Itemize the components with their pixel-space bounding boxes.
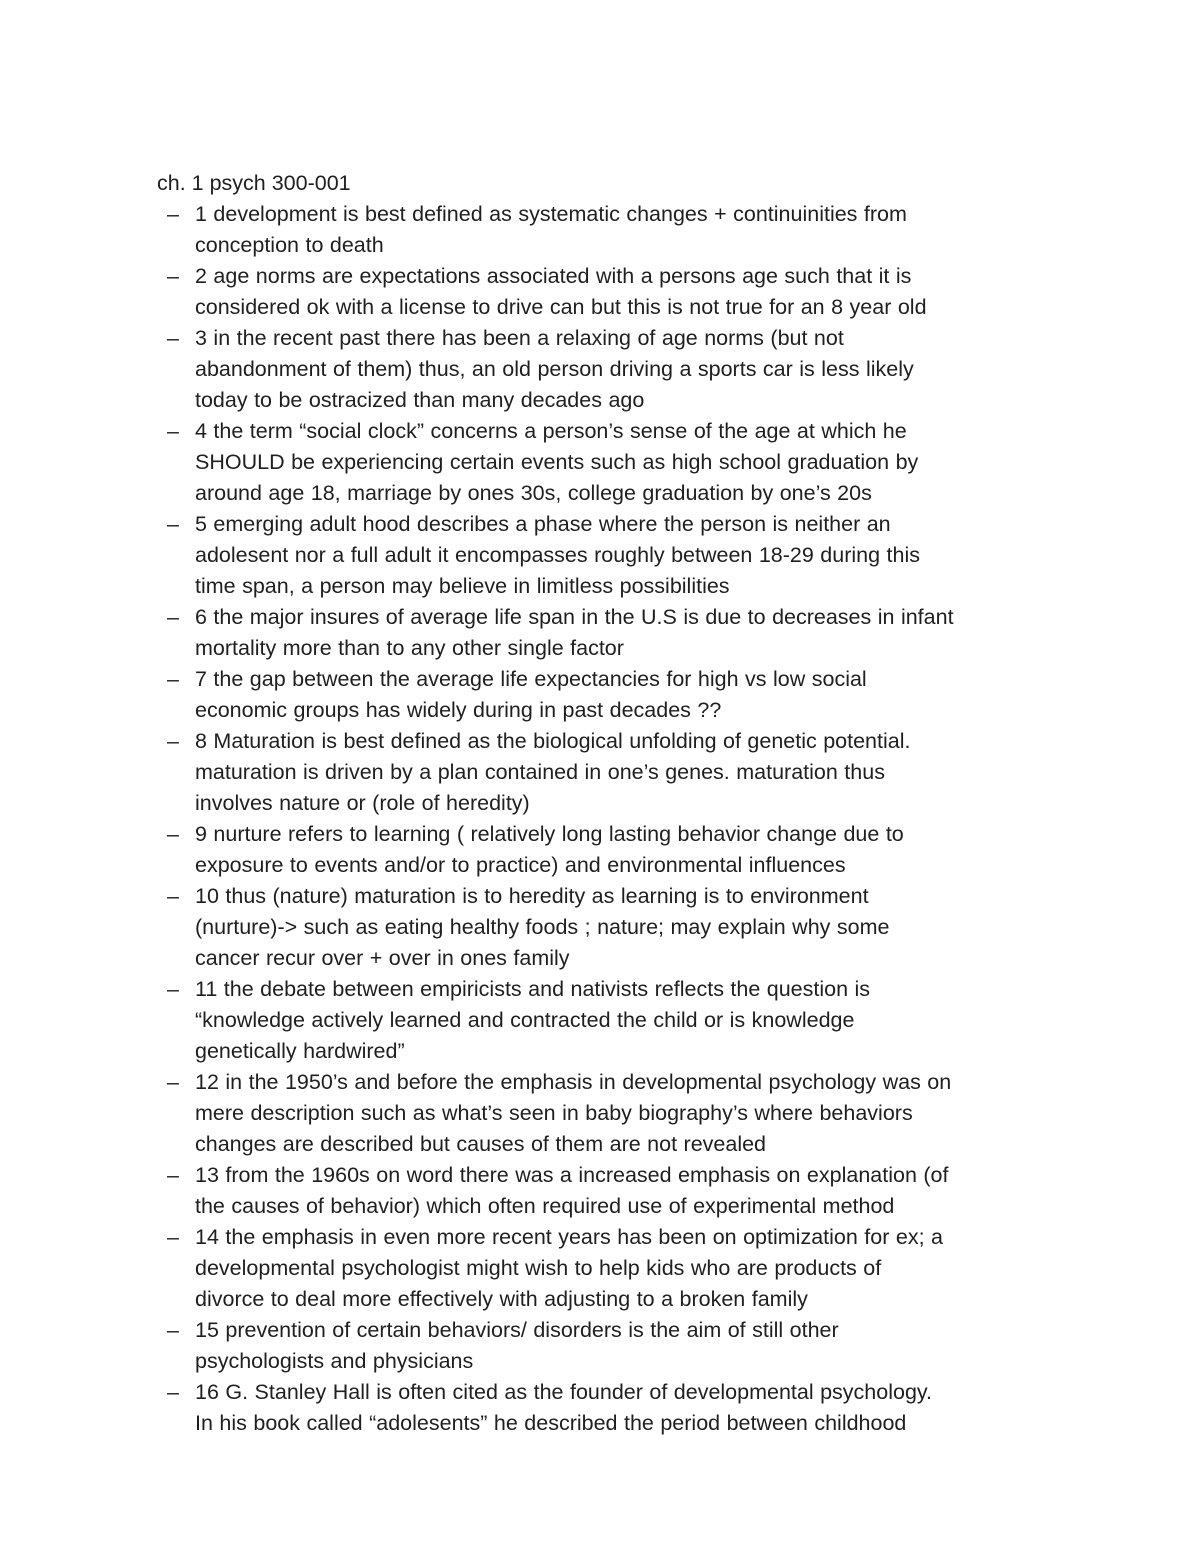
document-page bbox=[157, 168, 1057, 1439]
bullet-dash: – bbox=[167, 512, 179, 536]
note-line: abandonment of them) thus, an old person driving a sports car is less likely bbox=[195, 357, 914, 381]
note-line: divorce to deal more effectively with adjusting to a broken family bbox=[195, 1287, 808, 1311]
note-line: the causes of behavior) which often required use of experimental method bbox=[195, 1194, 895, 1218]
note-line: mere description such as what’s seen in baby biography’s where behaviors bbox=[195, 1101, 913, 1125]
note-line: genetically hardwired” bbox=[195, 1039, 405, 1063]
bullet-dash: – bbox=[167, 1318, 179, 1342]
bullet-dash: – bbox=[167, 264, 179, 288]
list-item bbox=[157, 1315, 1057, 1377]
note-line: 9 nurture refers to learning ( relatively long lasting behavior change due to bbox=[195, 822, 904, 846]
list-item bbox=[157, 1160, 1057, 1222]
note-line: 1 development is best defined as systematic changes + continuinities from bbox=[195, 202, 907, 226]
note-line: cancer recur over + over in ones family bbox=[195, 946, 570, 970]
bullet-dash: – bbox=[167, 419, 179, 443]
list-item bbox=[157, 261, 1057, 323]
bullet-dash: – bbox=[167, 326, 179, 350]
bullet-dash: – bbox=[167, 1163, 179, 1187]
note-line: considered ok with a license to drive can but this is not true for an 8 year old bbox=[195, 295, 927, 319]
notes-list bbox=[157, 199, 1057, 1439]
note-line: SHOULD be experiencing certain events such as high school graduation by bbox=[195, 450, 919, 474]
note-line: involves nature or (role of heredity) bbox=[195, 791, 530, 815]
list-item bbox=[157, 819, 1057, 881]
note-line: 10 thus (nature) maturation is to heredity as learning is to environment bbox=[195, 884, 869, 908]
note-line: 5 emerging adult hood describes a phase where the person is neither an bbox=[195, 512, 891, 536]
note-line: around age 18, marriage by ones 30s, college graduation by one’s 20s bbox=[195, 481, 872, 505]
bullet-dash: – bbox=[167, 1225, 179, 1249]
bullet-dash: – bbox=[167, 1070, 179, 1094]
list-item bbox=[157, 726, 1057, 819]
note-line: 4 the term “social clock” concerns a person’s sense of the age at which he bbox=[195, 419, 907, 443]
note-line: psychologists and physicians bbox=[195, 1349, 474, 1373]
note-line: (nurture)-> such as eating healthy foods ; nature; may explain why some bbox=[195, 915, 890, 939]
note-line: mortality more than to any other single factor bbox=[195, 636, 624, 660]
note-line: adolesent nor a full adult it encompasses roughly between 18-29 during this bbox=[195, 543, 921, 567]
note-line: 6 the major insures of average life span in the U.S is due to decreases in infant bbox=[195, 605, 954, 629]
bullet-dash: – bbox=[167, 822, 179, 846]
bullet-dash: – bbox=[167, 202, 179, 226]
bullet-dash: – bbox=[167, 667, 179, 691]
note-line: 12 in the 1950’s and before the emphasis in developmental psychology was on bbox=[195, 1070, 952, 1094]
list-item bbox=[157, 199, 1057, 261]
note-line: 2 age norms are expectations associated with a persons age such that it is bbox=[195, 264, 912, 288]
list-item bbox=[157, 509, 1057, 602]
bullet-dash: – bbox=[167, 1380, 179, 1404]
note-line: time span, a person may believe in limitless possibilities bbox=[195, 574, 730, 598]
note-line: 8 Maturation is best defined as the biological unfolding of genetic potential. bbox=[195, 729, 911, 753]
list-item bbox=[157, 664, 1057, 726]
note-line: 15 prevention of certain behaviors/ disorders is the aim of still other bbox=[195, 1318, 839, 1342]
note-line: In his book called “adolesents” he described the period between childhood bbox=[195, 1411, 907, 1435]
note-line: 13 from the 1960s on word there was a increased emphasis on explanation (of bbox=[195, 1163, 949, 1187]
list-item bbox=[157, 1067, 1057, 1160]
bullet-dash: – bbox=[167, 884, 179, 908]
bullet-dash: – bbox=[167, 605, 179, 629]
note-line: today to be ostracized than many decades ago bbox=[195, 388, 645, 412]
note-line: changes are described but causes of them are not revealed bbox=[195, 1132, 767, 1156]
note-line: 14 the emphasis in even more recent years has been on optimization for ex; a bbox=[195, 1225, 943, 1249]
list-item bbox=[157, 881, 1057, 974]
document-title: ch. 1 psych 300-001 bbox=[157, 171, 351, 195]
list-item bbox=[157, 974, 1057, 1067]
list-item bbox=[157, 416, 1057, 509]
list-item bbox=[157, 323, 1057, 416]
note-line: 11 the debate between empiricists and nativists reflects the question is bbox=[195, 977, 871, 1001]
note-line: 16 G. Stanley Hall is often cited as the founder of developmental psychology. bbox=[195, 1380, 933, 1404]
bullet-dash: – bbox=[167, 729, 179, 753]
note-line: economic groups has widely during in past decades ?? bbox=[195, 698, 722, 722]
note-line: exposure to events and/or to practice) and environmental influences bbox=[195, 853, 846, 877]
note-line: 3 in the recent past there has been a relaxing of age norms (but not bbox=[195, 326, 844, 350]
note-line: maturation is driven by a plan contained in one’s genes. maturation thus bbox=[195, 760, 885, 784]
note-line: 7 the gap between the average life expectancies for high vs low social bbox=[195, 667, 867, 691]
list-item bbox=[157, 1377, 1057, 1439]
list-item bbox=[157, 602, 1057, 664]
note-line: “knowledge actively learned and contracted the child or is knowledge bbox=[195, 1008, 855, 1032]
bullet-dash: – bbox=[167, 977, 179, 1001]
note-line: conception to death bbox=[195, 233, 384, 257]
note-line: developmental psychologist might wish to help kids who are products of bbox=[195, 1256, 882, 1280]
list-item bbox=[157, 1222, 1057, 1315]
